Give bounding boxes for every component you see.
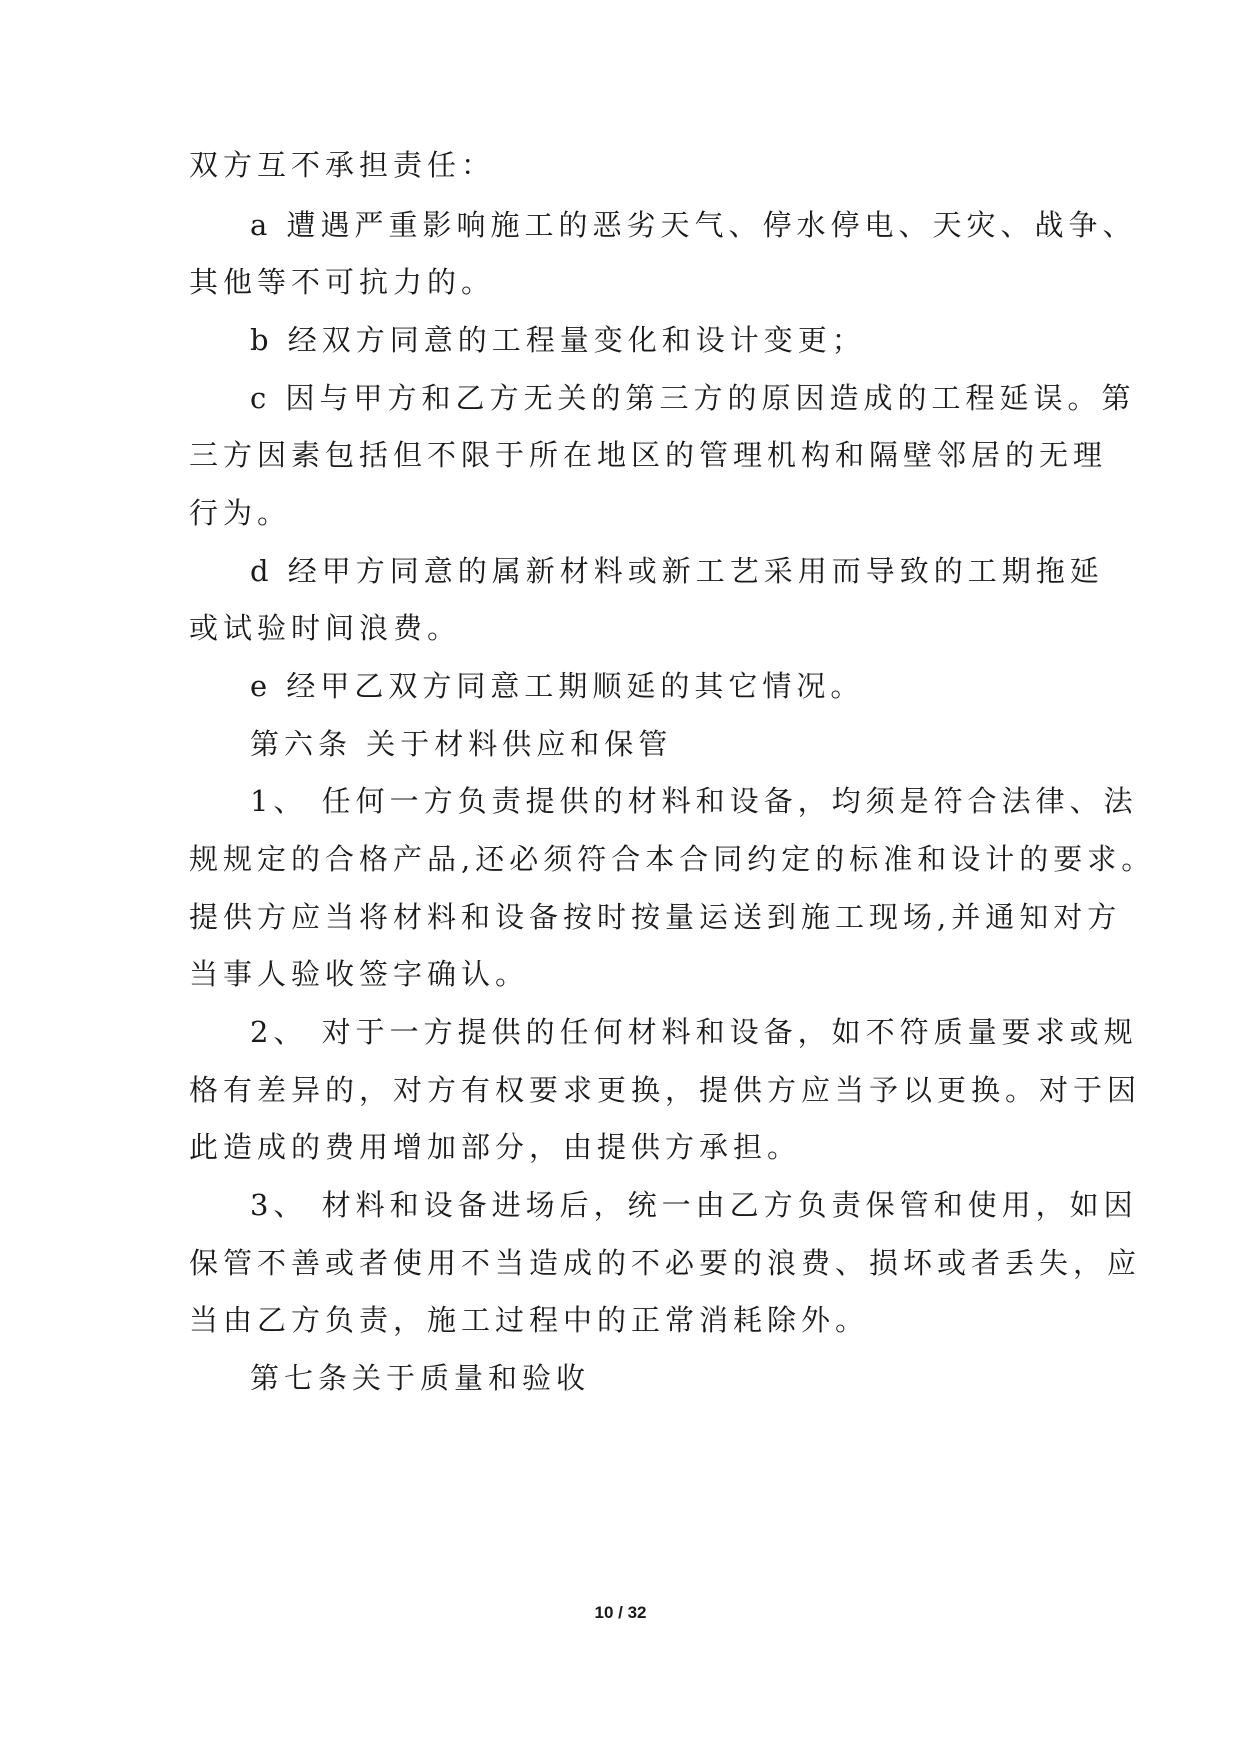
text-line: 保管不善或者使用不当造成的不必要的浪费、损坏或者丢失，应: [189, 1246, 1142, 1280]
text-line: 当由乙方负责，施工过程中的正常消耗除外。: [189, 1303, 870, 1337]
text-line: 行为。: [189, 496, 292, 530]
section-heading: 第六条 关于材料供应和保管: [250, 727, 673, 761]
text-line: 或试验时间浪费。: [189, 611, 462, 645]
text-line: c 因与甲方和乙方无关的第三方的原因造成的工程延误。第: [250, 381, 1136, 415]
text-line: 此造成的费用增加部分，由提供方承担。: [189, 1130, 802, 1164]
text-line: 三方因素包括但不限于所在地区的管理机构和隔壁邻居的无理: [189, 438, 1108, 472]
text-line: 3、 材料和设备进场后，统一由乙方负责保管和使用，如因: [250, 1188, 1138, 1222]
text-line: d 经甲方同意的属新材料或新工艺采用而导致的工期拖延: [250, 554, 1104, 588]
text-line: e 经甲乙双方同意工期顺延的其它情况。: [250, 669, 865, 703]
section-heading: 第七条关于质量和验收: [250, 1361, 591, 1395]
text-line: b 经双方同意的工程量变化和设计变更；: [250, 323, 866, 357]
text-line: 提供方应当将材料和设备按时按量运送到施工现场,并通知对方: [189, 900, 1122, 934]
text-line: 当事人验收签字确认。: [189, 957, 530, 991]
text-line: a 遭遇严重影响施工的恶劣天气、停水停电、天灾、战争、: [250, 208, 1137, 242]
page-number: 10 / 32: [594, 1603, 647, 1622]
text-line: 规规定的合格产品,还必须符合本合同约定的标准和设计的要求。: [189, 842, 1156, 876]
text-line: 2、 对于一方提供的任何材料和设备，如不符质量要求或规: [250, 1015, 1138, 1049]
text-line: 其他等不可抗力的。: [189, 265, 496, 299]
text-line: 格有差异的，对方有权要求更换，提供方应当予以更换。对于因: [189, 1073, 1142, 1107]
text-line: 1、 任何一方负责提供的材料和设备，均须是符合法律、法: [250, 784, 1138, 818]
text-line: 双方互不承担责任：: [189, 148, 496, 182]
